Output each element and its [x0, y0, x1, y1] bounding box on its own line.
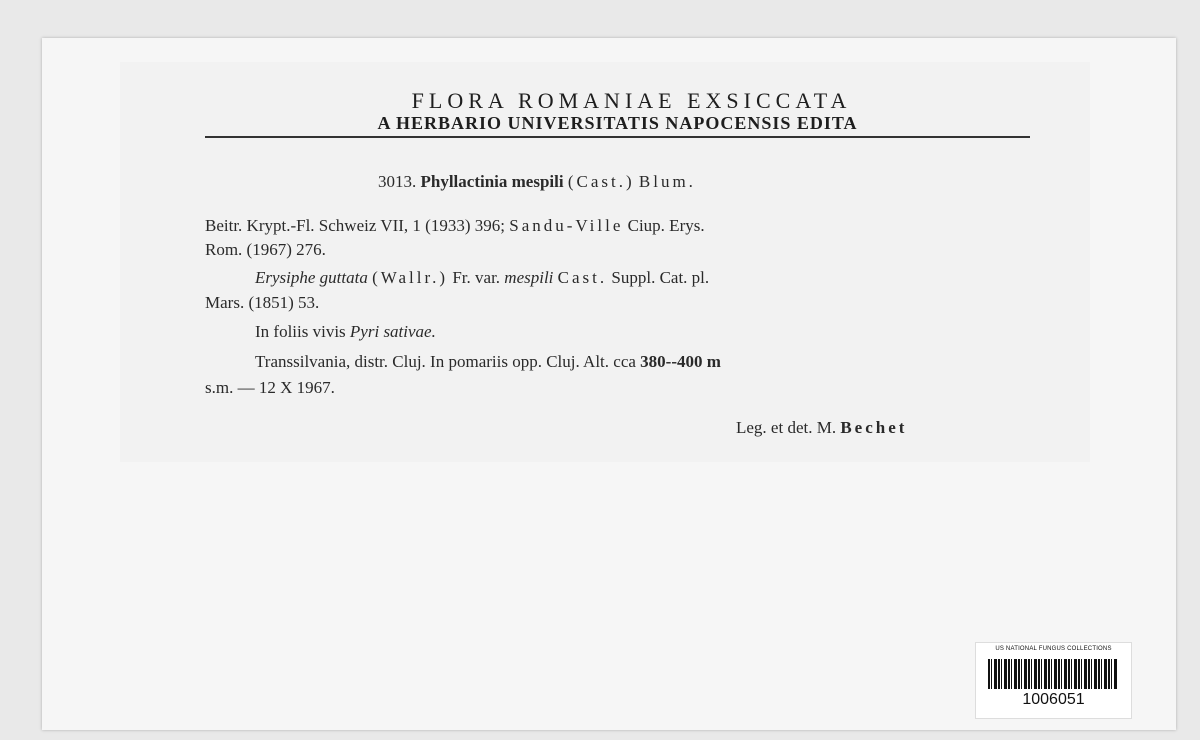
barcode-institution: US NATIONAL FUNGUS COLLECTIONS — [995, 646, 1112, 652]
collector-prefix: Leg. et det. M. — [736, 418, 837, 437]
synonym-author-3: Cast. — [557, 268, 608, 287]
synonym-reference: Suppl. Cat. pl. — [611, 268, 710, 287]
label-subtitle: A HERBARIO UNIVERSITATIS NAPOCENSIS EDITA — [377, 113, 858, 133]
taxon-name: Phyllactinia mespili — [420, 172, 564, 191]
barcode-label — [975, 642, 1132, 719]
citation-author: Sandu-Ville — [509, 216, 624, 235]
locality-text: Transsilvania, distr. Cluj. In pomariis opp. Cluj. Alt. cca — [255, 352, 636, 371]
citation-line-2: Rom. (1967) 276. — [205, 240, 326, 259]
citation-part-a: Beitr. Krypt.-Fl. Schweiz VII, 1 (1933) 396; — [205, 216, 505, 235]
host-prefix: In foliis vivis — [255, 322, 346, 341]
synonym-line-2: Mars. (1851) 53. — [205, 293, 320, 312]
collector-name: Bechet — [840, 418, 908, 437]
taxon-author-1: (Cast.) — [567, 172, 635, 191]
citation-part-c: Ciup. Erys. — [627, 216, 705, 235]
locality-line-2: s.m. — 12 X 1967. — [205, 378, 335, 397]
synonym-variety: mespili — [504, 268, 554, 287]
synonym-name: Erysiphe guttata — [255, 268, 368, 287]
synonym-author-2: Fr. var. — [452, 268, 501, 287]
title-divider — [205, 136, 1030, 138]
altitude: 380--400 m — [640, 352, 721, 371]
collector-line — [736, 418, 907, 438]
synonym-line-1 — [255, 268, 709, 288]
barcode-icon — [988, 659, 1118, 689]
barcode-number: 1006051 — [1022, 691, 1085, 708]
entry-line — [378, 172, 696, 192]
synonym-author-1: (Wallr.) — [372, 268, 449, 287]
host-line — [255, 322, 436, 342]
host-name: Pyri sativae. — [349, 322, 436, 341]
entry-number: 3013. — [378, 172, 417, 191]
label-title: FLORA ROMANIAE EXSICCATA — [411, 88, 852, 113]
locality-line-1 — [255, 352, 721, 372]
taxon-author-2: Blum. — [638, 172, 696, 191]
citation-line-1 — [205, 216, 705, 236]
